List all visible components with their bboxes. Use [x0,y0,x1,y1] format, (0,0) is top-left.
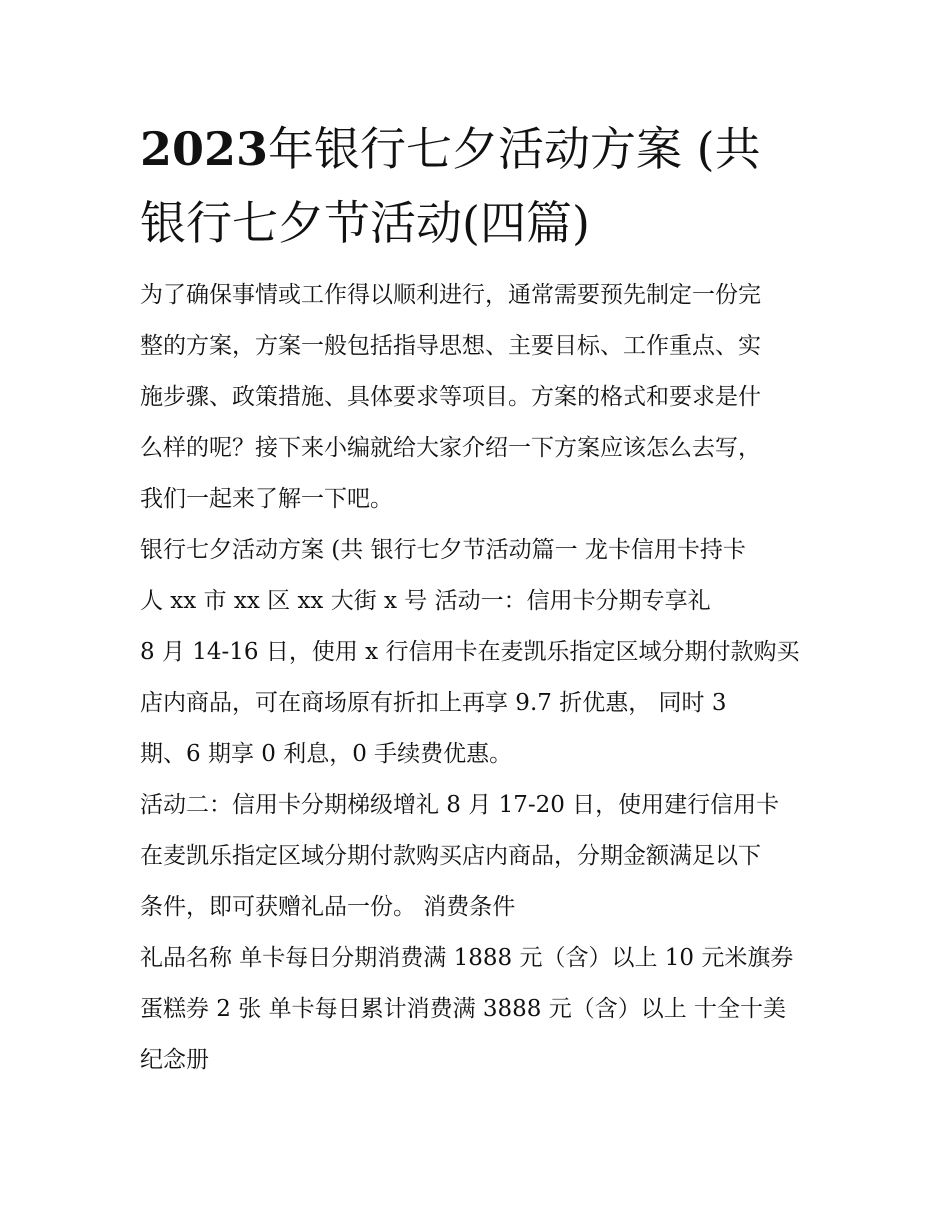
body-line: 人 xx 市 xx 区 xx 大街 x 号 活动一：信用卡分期专享礼 [140,588,711,614]
title-line1: 年银行七夕活动方案 (共 [268,122,761,176]
body-line: 么样的呢？接下来小编就给大家介绍一下方案应该怎么去写， [140,435,761,461]
body-line: 条件，即可获赠礼品一份。 消费条件 [140,894,516,920]
document-title [140,112,820,260]
document-body [140,270,820,1086]
body-line: 纪念册 [140,1047,209,1073]
body-line: 店内商品，可在商场原有折扣上再享 9.7 折优惠， 同时 3 [140,690,727,716]
body-line: 施步骤、政策措施、具体要求等项目。方案的格式和要求是什 [140,384,761,410]
body-line: 我们一起来了解一下吧。 [140,486,393,512]
body-line: 银行七夕活动方案 (共 银行七夕节活动篇一 龙卡信用卡持卡 [140,537,746,563]
body-line: 8 月 14-16 日，使用 x 行信用卡在麦凯乐指定区域分期付款购买 [140,639,800,665]
body-line: 整的方案，方案一般包括指导思想、主要目标、工作重点、实 [140,333,761,359]
document-page [140,112,820,1086]
body-line: 期、6 期享 0 利息，0 手续费优惠。 [140,741,513,767]
body-line: 礼品名称 单卡每日分期消费满 1888 元（含）以上 10 元米旗券 [140,945,794,971]
title-line2: 银行七夕节活动(四篇) [140,196,590,250]
body-line: 蛋糕券 2 张 单卡每日累计消费满 3888 元（含）以上 十全十美 [140,996,787,1022]
title-year: 2023 [140,122,269,176]
body-line: 在麦凯乐指定区域分期付款购买店内商品，分期金额满足以下 [140,843,761,869]
body-line: 为了确保事情或工作得以顺利进行，通常需要预先制定一份完 [140,282,761,308]
body-line: 活动二：信用卡分期梯级增礼 8 月 17-20 日，使用建行信用卡 [140,792,780,818]
